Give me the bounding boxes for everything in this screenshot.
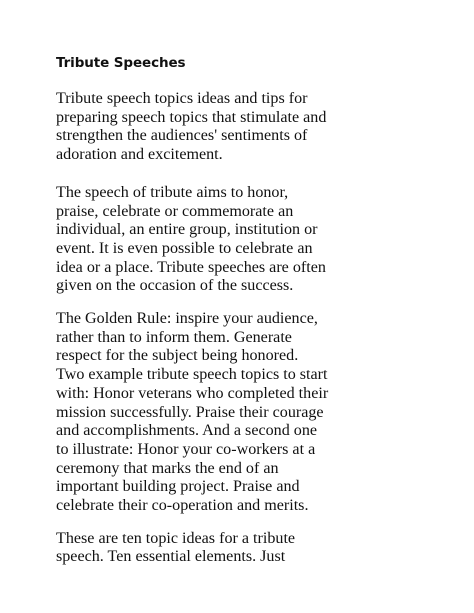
- text-line: rather than to inform them. Generate: [56, 328, 292, 346]
- text-line: with: Honor veterans who completed their: [56, 384, 329, 402]
- text-line: The Golden Rule: inspire your audience,: [56, 310, 318, 328]
- text-line: event. It is even possible to celebrate an: [56, 239, 313, 257]
- paragraph-intro: [56, 90, 436, 165]
- text-line: mission successfully. Praise their courage: [56, 403, 324, 421]
- text-line: The speech of tribute aims to honor,: [56, 183, 289, 201]
- text-line: praise, celebrate or commemorate an: [56, 202, 294, 220]
- text-line: These are ten topic ideas for a tribute: [56, 529, 296, 547]
- text-line: ceremony that marks the end of an: [56, 459, 279, 477]
- text-line: speech. Ten essential elements. Just: [56, 548, 286, 566]
- paragraph-topic-ideas: [56, 530, 436, 567]
- document-heading: Tribute Speeches: [56, 55, 186, 71]
- text-line: individual, an entire group, institution or: [56, 221, 318, 239]
- document-body: [56, 90, 436, 567]
- text-line: preparing speech topics that stimulate and: [56, 108, 327, 126]
- text-line: given on the occasion of the success.: [56, 277, 294, 295]
- text-line: idea or a place. Tribute speeches are often: [56, 258, 326, 276]
- paragraph-golden-rule: [56, 310, 436, 516]
- text-line: adoration and excitement.: [56, 146, 223, 164]
- text-line: Two example tribute speech topics to start: [56, 366, 328, 384]
- text-line: important building project. Praise and: [56, 478, 300, 496]
- paragraph-purpose: [56, 184, 436, 296]
- text-line: respect for the subject being honored.: [56, 347, 299, 365]
- text-line: strengthen the audiences' sentiments of: [56, 127, 308, 145]
- text-line: Tribute speech topics ideas and tips for: [56, 90, 308, 107]
- text-line: and accomplishments. And a second one: [56, 422, 318, 440]
- text-line: celebrate their co-operation and merits.: [56, 497, 309, 515]
- text-line: to illustrate: Honor your co-workers at a: [56, 440, 316, 458]
